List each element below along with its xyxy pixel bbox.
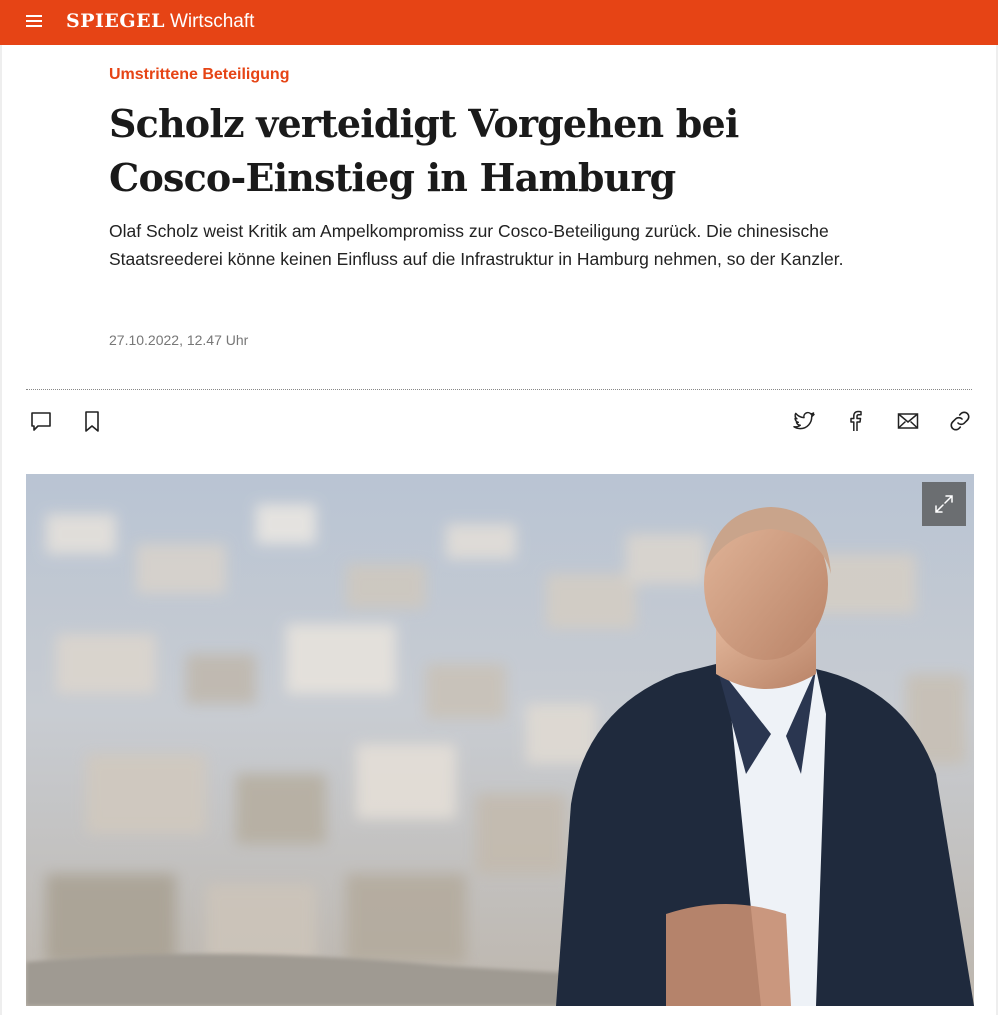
kicker[interactable]: Umstrittene Beteiligung bbox=[109, 66, 290, 83]
intro-text: Olaf Scholz weist Kritik am Ampelkompromiss zur Cosco-Beteiligung zurück. Die chinesische Staatsreederei könne keinen Einfluss auf die Infrastruktur in Hamburg nehmen, so der Kanzler. bbox=[109, 221, 844, 269]
page-edge-left bbox=[0, 45, 2, 1015]
expand-icon[interactable] bbox=[922, 482, 966, 526]
publish-date: 27.10.2022, 12.47 Uhr bbox=[109, 332, 249, 348]
link-icon[interactable] bbox=[947, 408, 973, 434]
hamburger-icon[interactable] bbox=[26, 15, 42, 28]
section-name[interactable]: Wirtschaft bbox=[169, 11, 255, 32]
hero-image[interactable] bbox=[26, 474, 974, 1006]
divider bbox=[26, 389, 972, 390]
brand[interactable] bbox=[66, 10, 254, 33]
comment-icon[interactable] bbox=[28, 408, 54, 434]
spiegel-logo[interactable]: SPIEGEL bbox=[66, 10, 165, 32]
top-navigation-bar bbox=[0, 0, 998, 45]
twitter-icon[interactable] bbox=[791, 408, 817, 434]
headline: Scholz verteidigt Vorgehen bei Cosco-Einstieg in Hamburg bbox=[109, 101, 739, 200]
bookmark-icon[interactable] bbox=[79, 408, 105, 434]
email-icon[interactable] bbox=[895, 408, 921, 434]
hero-photo-scene bbox=[26, 474, 974, 1006]
facebook-icon[interactable] bbox=[842, 408, 868, 434]
